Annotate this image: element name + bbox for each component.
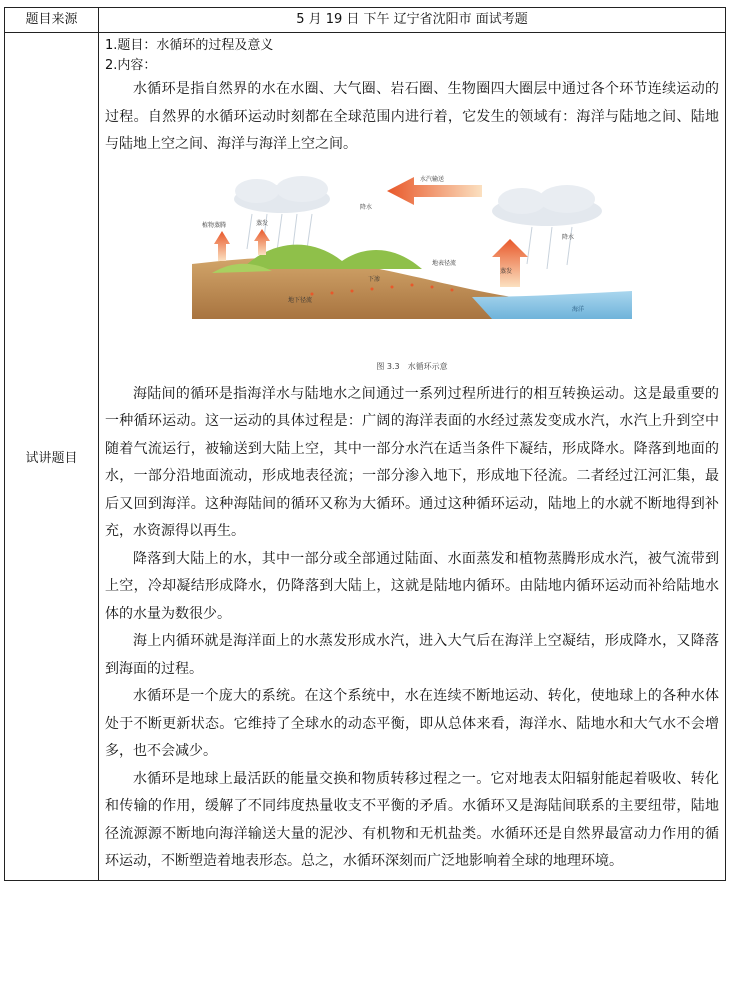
- cloud-left-icon: [234, 176, 330, 213]
- paragraph-3: 降落到大陆上的水，其中一部分或全部通过陆面、水面蒸发和植物蒸腾形成水汽，被气流带到上空，冷却凝结形成降水，仍降落到大陆上，这就是陆地内循环。由陆地内循环运动而补给陆地水体的水量为数很少。: [105, 550, 719, 622]
- paragraph-4: 海上内循环就是海洋面上的水蒸发形成水汽，进入大气后在海洋上空凝结，形成降水，又降落到海面的过程。: [105, 633, 719, 677]
- paragraph-2: 海陆间的循环是指海洋水与陆地水之间通过一系列过程所进行的相互转换运动。这是最重要的一种循环运动。这一运动的具体过程是：广阔的海洋表面的水经过蒸发变成水汽，水汽上升到空中随着气流运行，被输送到大陆上空，其中一部分水汽在适当条件下凝结，形成降水。降落到地面的水，一部分沿地面流动，形成地表径流；一部分渗入地下，形成地下径流。二者经过江河汇集，最后又回到海洋。这种海陆间的循环又称为大循环。通过这种循环运动，陆地上的水就不断地得到补充，水资源得以再生。: [105, 385, 719, 539]
- evaporation-sea-arrow-icon: [492, 239, 528, 287]
- source-value: 5 月 19 日 下午 辽宁省沈阳市 面试考题: [99, 8, 726, 33]
- label-evaporation-sea: 蒸发: [500, 267, 513, 275]
- water-cycle-diagram: [192, 169, 632, 359]
- content-cell: [99, 33, 726, 881]
- topic-label: 试讲题目: [5, 33, 99, 881]
- water-cycle-figure: [192, 169, 632, 373]
- paragraph-5: 水循环是一个庞大的系统。在这个系统中，水在连续不断地运动、转化，使地球上的各种水体处于不断更新状态。它维持了全球水的动态平衡，即从总体来看，海洋水、陆地水和大气水不会增多，也不会减少。: [105, 688, 719, 759]
- exam-table: [4, 7, 726, 881]
- content-heading: 2.内容：: [105, 58, 157, 73]
- topic-title: 1.题目：水循环的过程及意义: [105, 38, 274, 53]
- paragraph-1: 水循环是指自然界的水在水圈、大气圈、岩石圈、生物圈四大圈层中通过各个环节连续运动的过程。自然界的水循环运动时刻都在全球范围内进行着，它发生的领域有：海洋与陆地之间、陆地与陆地上空之间、海洋与海洋上空之间。: [105, 81, 719, 152]
- paragraph-6: 水循环是地球上最活跃的能量交换和物质转移过程之一。它对地表太阳辐射能起着吸收、转化和传输的作用，缓解了不同纬度热量收支不平衡的矛盾。水循环又是海陆间联系的主要纽带，陆地径流源源不断地向海洋输送大量的泥沙、有机物和无机盐类。水循环还是自然界最富动力作用的循环运动，不断塑造着地表形态。总之，水循环深刻而广泛地影响着全球的地理环境。: [105, 770, 719, 869]
- label-surface-runoff: 地表径流: [432, 259, 457, 267]
- cloud-right-icon: [492, 185, 602, 226]
- header-row: [5, 8, 726, 33]
- transpiration-arrow-icon: [214, 231, 230, 261]
- figure-caption: 图 3.3 水循环示意: [376, 361, 448, 371]
- content-row: [5, 33, 726, 881]
- hill-shape: [242, 244, 422, 268]
- label-transpiration: 植物蒸腾: [202, 221, 227, 229]
- label-precip-sea: 降水: [562, 233, 575, 241]
- label-vapor-transport: 水汽输送: [420, 175, 445, 183]
- source-label: 题目来源: [5, 8, 99, 33]
- label-infiltration: 下渗: [368, 275, 381, 283]
- label-ocean: 海洋: [572, 305, 585, 313]
- label-precip-land: 降水: [360, 203, 373, 211]
- label-evaporation-land: 蒸发: [256, 219, 269, 227]
- label-groundwater: 地下径流: [288, 296, 313, 304]
